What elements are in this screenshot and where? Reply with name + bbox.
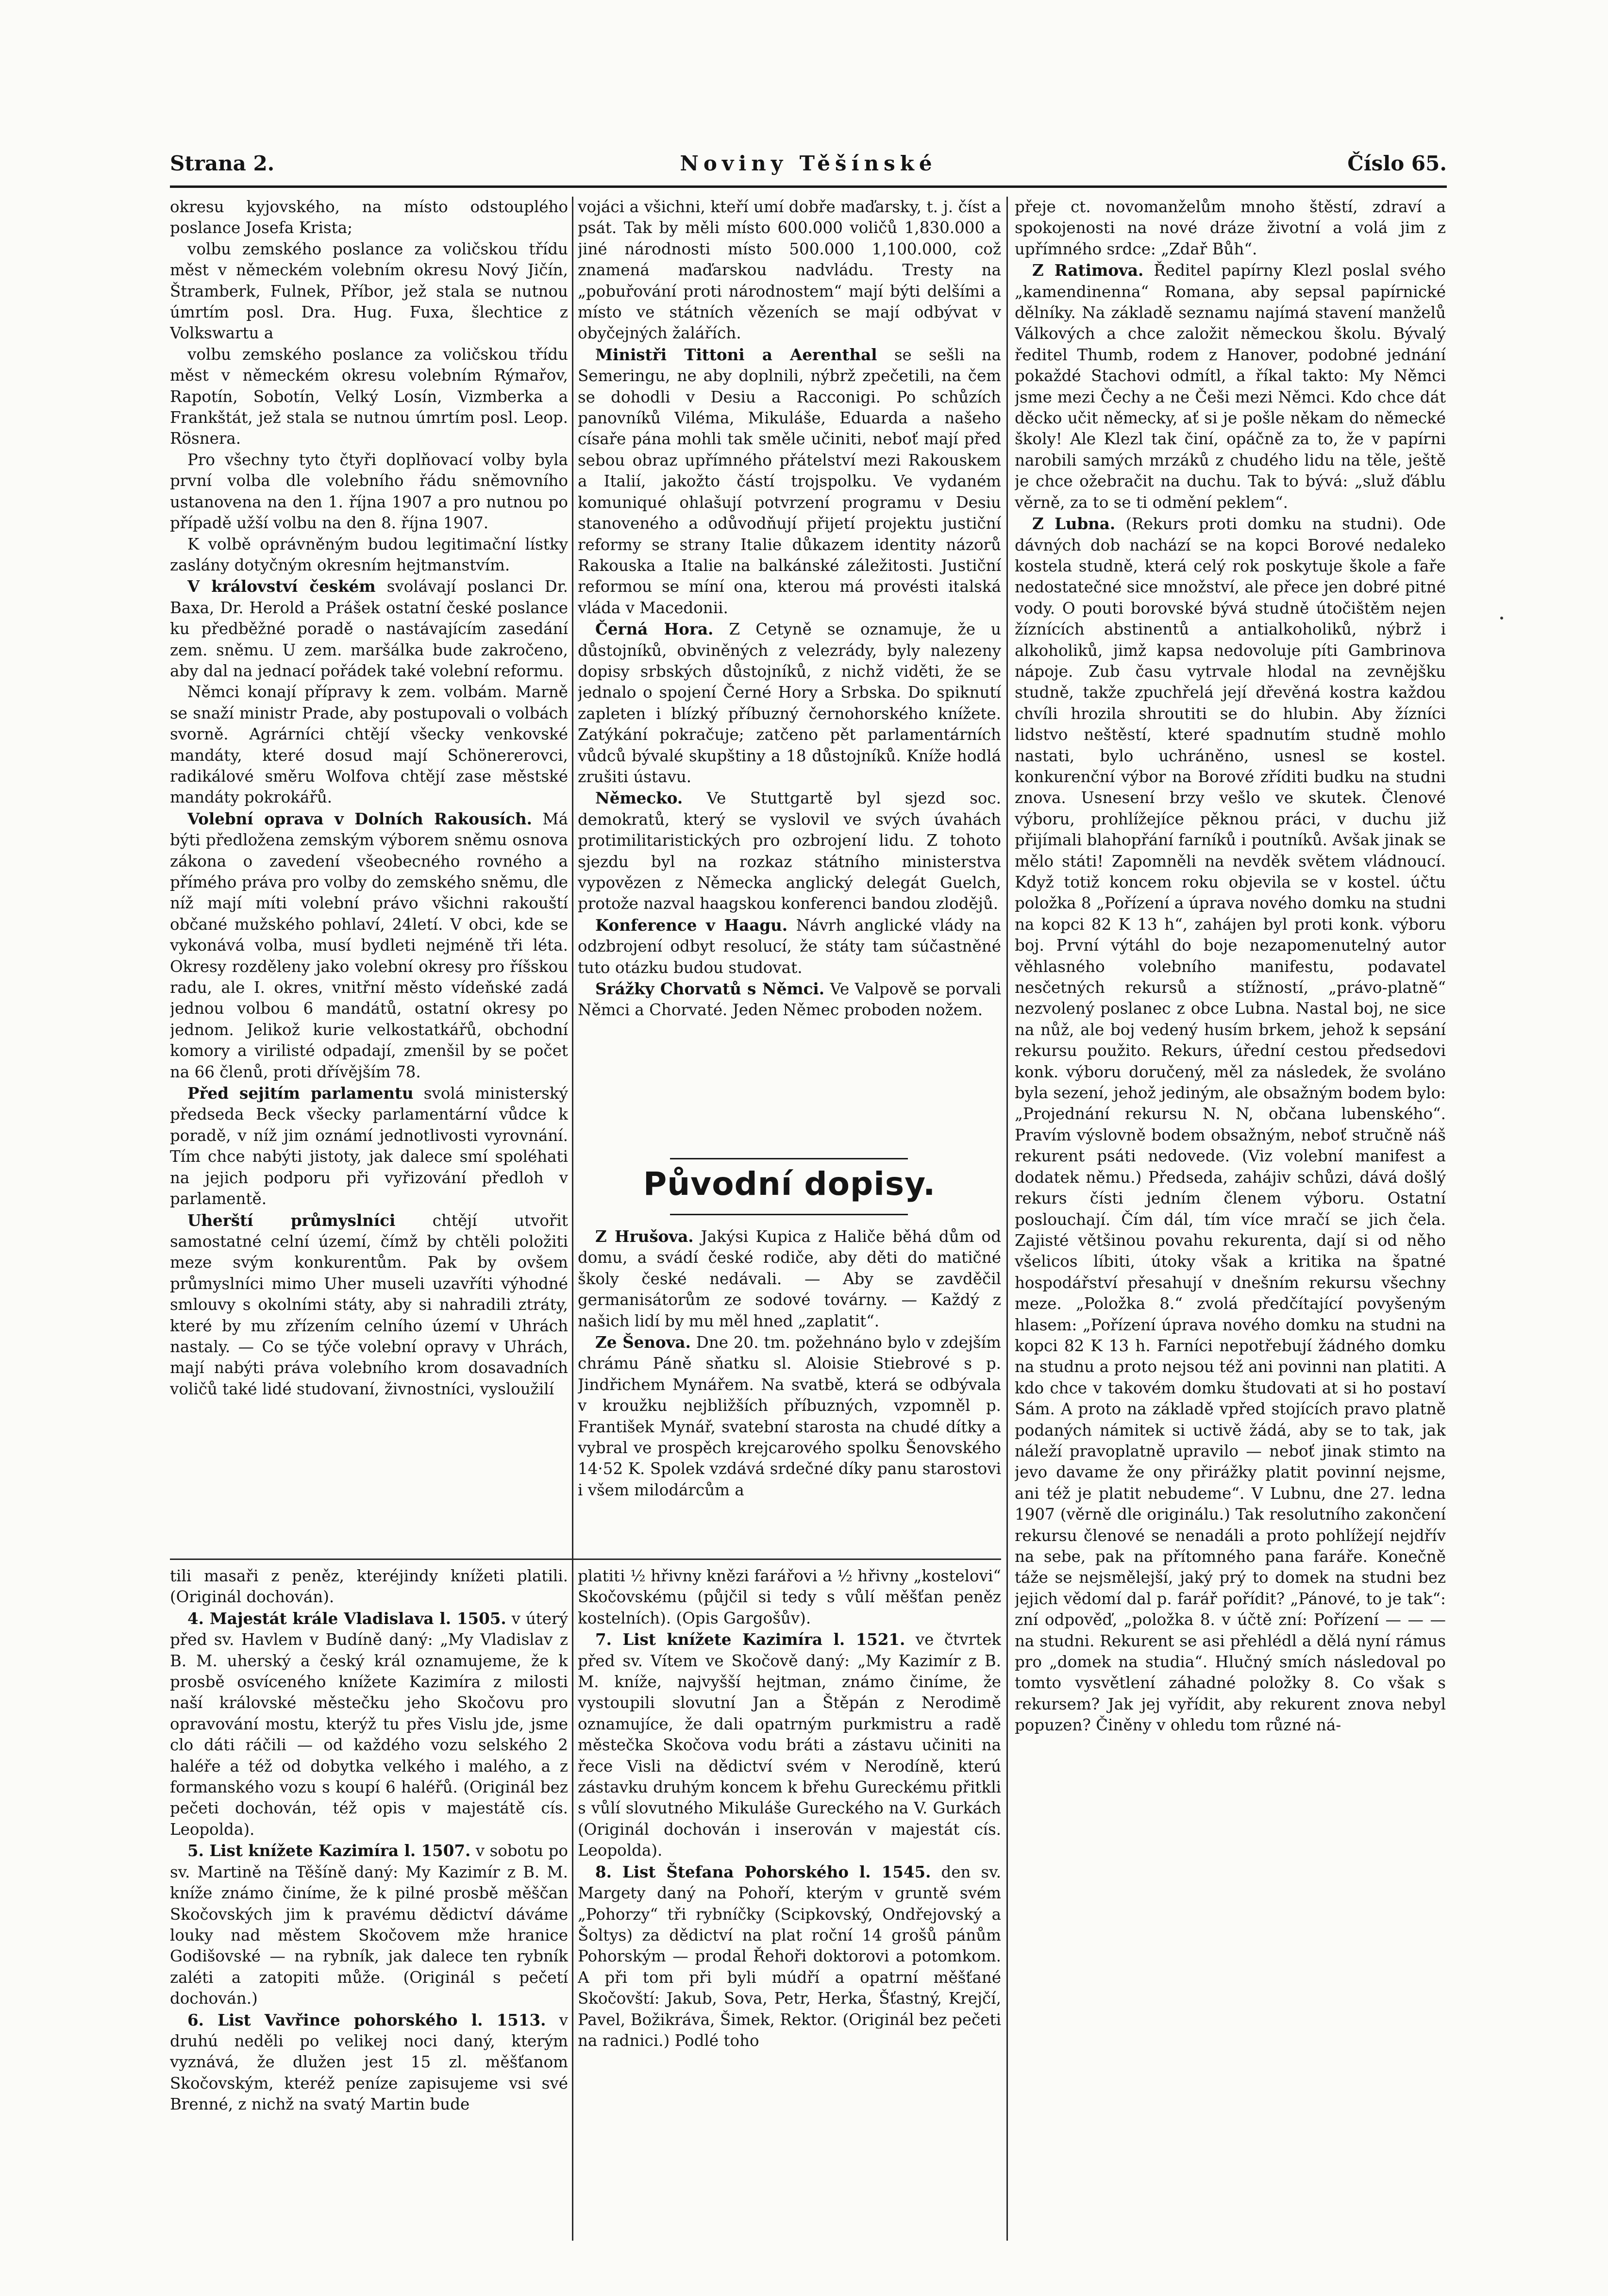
column-politics-2 bbox=[578, 197, 1001, 1095]
paragraph bbox=[578, 1226, 1001, 1332]
paragraph bbox=[578, 344, 1001, 619]
paragraph-text: vojáci a všichni, kteří umí dobře maďarsky, t. j. číst a psát. Tak by měli místo 600.000 voličů 1,830.000 a jiné národnosti místo 500.000 1,100.000, což znamená maďarskou nadvládu. Tresty na „pobuřování proti národnostem“ mají býti delšími a místo ve státních vězeních se mají odbývat v obyčejných žalářích. bbox=[578, 198, 1001, 343]
paragraph-lead: Z Ratimova. bbox=[1032, 261, 1144, 280]
paragraph bbox=[578, 978, 1001, 1021]
paragraph bbox=[578, 915, 1001, 978]
paragraph-lead: Konference v Haagu. bbox=[595, 915, 788, 935]
paragraph bbox=[170, 1210, 568, 1400]
section-title-puvodni-dopisy: Původní dopisy. bbox=[643, 1165, 936, 1203]
paragraph bbox=[1015, 513, 1446, 1736]
paragraph-text: (Rekurs proti domku na studni). Ode dávných dob nachází se na kopci Borové nedaleko kostela studně, která celý rok poskytuje škole a faře nedostatečné sice množství, ale přece jen dobré pitné vody. O pouti borovské bývá studně útočištěm nejen žíznících abstinentů a antialkoholiků, nýbrž i alkoholiků, jimž kapsa nedovoluje píti Gambrinova nápoje. Zub času vytrvale hlodal na zevnějšku studně, takže zpuchřelá její dřevěná kostra každou chvíli hrozila shroutiti se do hlubin. Aby žízníci lidstvo neštěstí, které spadnutím studně mohlo nastati, bylo uchráněno, usnesl se kostel. konkurenční výbor na Borové zříditi budku na studni znova. Usnesení brzy vešlo ve skutek. Členové výboru, prohlížejíce pěknou práci, v duchu již přijímali blahopřání farníků i poutníků. Avšak jinak se mělo státi! Zapomněli na nevděk světem vládnoucí. Když totiž koncem roku objevila se v kostel. účtu položka 8 „Pořízení a úprava nového domku na studni na kopci 82 K 13 h“, zahájen byl proti konk. výboru boj. První výtáhl do boje nezapomenutelný autor věhlasného volebního manifestu, podavatel nesčetných rekursů a stížností, „právo-platně“ nezvolený poslanec z obce Lubna. Nastal boj, ne sice na nůž, ale boj vedený husím brkem, jehož k sepsání rekursu použito. Rekurs, úřední cestou předsedovi konk. výboru doručený, měl za následek, že svoláno byla sezení, jehož jediným, ale obsažným bodem bylo: „Projednání rekursu N. N, občana lubenského“. Pravím výslovně bodem obsažným, neboť stručně náš rekurent psáti nedovede. (Viz volební manifest a dodatek němu.) Předseda, zahájiv schůzi, dává došlý rekurs čísti jedním členem výboru. Ostatní poslouchají. Čím dál, tím více mračí se jich čela. Zajisté většinou povahu rekurenta, dají si od něho všelicos líbiti, útoky však a kritika na špatné hospodářství přesahují v dnešním rekursu všechny meze. „Položka 8.“ zvolá předčítající povyšeným hlasem: „Pořízení úprava nového domku na studni na kopci 82 K 13 h. Farníci nepotřebují žádného domku na studnu a proto nejsou též ani povinni nan platiti. A kdo chce v takovém domku študovati at si ho postaví Sám. A proto na základě vpřed stojících pravo platně podaných námitek si uctivě žádá, aby se to tak, jak náleží pravoplatně upravilo — neboť jinak stimto na jevo davame že ony přirážky platit povinní nejsme, ani též je platit nebudeme“. V Lubnu, dne 27. ledna 1907 (věrně dle originálu.) Tak resolutního zakončení rekursu členové se nenadáli a proto pohlížejí nejdřív na sebe, pak na přítomného pana faráře. Konečně táže se nejsmělejší, jaký prý to domek na studni bez jejich vědomí dal p. farář pořídit? „Pánové, to je tak“: zní odpověď, „položka 8. v účtě zní: Pořízení — — — na studni. Rekurent se asi přehlédl a dělá nyní rámus pro „domek na studia“. Hlučný smích následoval po tomto vysvětlení záhadné položky 8. Co však s rekursem? Jak jej vyřídit, aby rekurent znova nebyl popuzen? Činěny v ohledu tom různé ná- bbox=[1015, 515, 1446, 1735]
paragraph bbox=[578, 197, 1001, 344]
paragraph-text: Pro všechny tyto čtyři doplňovací volby byla první volba dle volebního řádu sněmovního ustanovena na den 1. října 1907 a pro nutnou po případě užší volbu na den 8. října 1907. bbox=[170, 450, 568, 533]
paragraph-text: Dne 20. tm. požehnáno bylo v zdejším chrámu Páně sňatku sl. Aloisie Stiebrové s p. Jindřichem Mynářem. Na svatbě, která se odbývala v kroužku nejbližších příbuzných, vzpomněl p. František Mynář, svatební starosta na chudé dítky a vybral ve prospěch krejcarového spolku Šenovského 14·52 K. Spolek vzdává srdečné díky panu starostovi i všem milodárcům a bbox=[578, 1333, 1001, 1499]
paragraph-lead: Uherští průmyslníci bbox=[187, 1210, 396, 1230]
paragraph bbox=[578, 1861, 1001, 2052]
paragraph bbox=[578, 1629, 1001, 1861]
paragraph bbox=[170, 808, 568, 1083]
column-divider-1 bbox=[572, 197, 573, 2241]
paragraph-text: Jakýsi Kupica z Haliče běhá dům od domu, a svádí české rodiče, aby děti do matičné školy české nedávali. — Aby se zavděčil germanisátorům ze sodové továrny. — Každý z našich lidí by mu měl hned „zaplatit“. bbox=[578, 1227, 1001, 1330]
paragraph-text: okresu kyjovského, na místo odstouplého poslance Josefa Krista; bbox=[170, 198, 568, 237]
paragraph-text: se sešli na Semeringu, ne aby doplnili, nýbrž zpečetili, na čem se dohodli v Desiu a Racconigi. Po schůzích panovníků Viléma, Mikuláše, Eduarda a našeho císaře pána mohli tak směle učiniti, neboť mají před sebou obraz upřímného přátelství mezi Rakouskem a Italií, jakožto částí trojspolku. Ve vydaném komuniqué ohlašují potvrzení programu v Desiu stanoveného a odůvodňují přijetí projektu justiční reformy se strany Italie důkazem identity názorů Rakouska a Italie na balkánské záležitosti. Justiční reformou se míní ona, kterou má provésti italská vláda v Macedonii. bbox=[578, 345, 1001, 617]
paragraph-lead: 4. Majestát krále Vladislava l. 1505. bbox=[187, 1609, 506, 1628]
paragraph-lead: 6. List Vavřince pohorského l. 1513. bbox=[187, 2010, 546, 2029]
column-dopisy-continued bbox=[1015, 197, 1446, 2236]
paragraph-text: přeje ct. novomanželům mnoho štěstí, zdraví a spokojenosti na nové dráze životní a volá jim z upřímného srdce: „Zdař Bůh“. bbox=[1015, 198, 1446, 258]
paragraph-text: Návrh anglické vlády na odzbrojení odbyt resolucí, že státy tam súčastněné tuto otázku budou studovat. bbox=[578, 916, 1001, 977]
paragraph-text: Má býti předložena zemským výborem sněmu osnova zákona o zavedení všeobecného rovného a přímého práva pro volby do zemského sněmu, dle níž mají míti volební právo všichni rakouští občané mužského pohlaví, 24letí. V obci, kde se vykonává volba, musí bydleti nejméně tři léta. Okresy rozděleny jako volební okresy pro říšskou radu, ale I. okres, vnitřní město vídeňské zadá jednou volbou 6 mandátů, ostatní okresy po jednom. Jelikož kurie velkostatkářů, obchodní komory a virilisté odpadají, zmenšil by se počet na 66 členů, proti dřívějším 78. bbox=[170, 809, 568, 1081]
paragraph bbox=[170, 344, 568, 450]
page-label: Strana 2. bbox=[170, 151, 275, 175]
paragraph-text: Němci konají přípravy k zem. volbám. Marně se snaží ministr Prade, aby postupovali o volbách svorně. Agrárníci chtějí všecky venkovské mandáty, které dosud mají Schönererovci, radikálové směru Wolfova chtějí zase městské mandáty pokrokářů. bbox=[170, 683, 568, 807]
paragraph bbox=[170, 576, 568, 682]
paragraph-text: Ve Stuttgartě byl sjezd soc. demokratů, který se vyslovil ve svých úvahách protimilitaristických pro ozbrojení lidu. Z tohoto sjezdu byl na rozkaz státního ministerstva vypovězen z Německa anglický delegát Guelch, protože nazval haagskou konferenci bandou zlodějů. bbox=[578, 789, 1001, 913]
column-history-2 bbox=[578, 1566, 1001, 2241]
paragraph-text: svolá ministerský předseda Beck všecky parlamentární vůdce k poradě, v níž jim oznámí jednotlivosti vyrovnání. Tím chce nabýti jistoty, jak dalece smí spoléhati na jejich podporu při vyřizování předloh v parlamentě. bbox=[170, 1084, 568, 1208]
paragraph bbox=[1015, 260, 1446, 513]
paragraph-text: svolávají poslanci Dr. Baxa, Dr. Herold a Prášek ostatní české poslance ku předběžné poradě o nastávajícím zasedání zem. sněmu. U zem. maršálka bude zakročeno, aby dal na jednací pořádek také volební reformu. bbox=[170, 577, 568, 680]
paragraph-lead: Z Hrušova. bbox=[595, 1227, 694, 1246]
paragraph-text: volbu zemského poslance za voličskou třídu měst v německém okresu volebním Rýmařov, Rapotín, Sobotín, Velký Losín, Vizmberka a Frankštát, jež stala se nutnou úmrtím posl. Leop. Rösnera. bbox=[170, 345, 568, 448]
paragraph-text: Ve Valpově se porvali Němci a Chorvaté. Jeden Němec proboden nožem. bbox=[578, 980, 1001, 1020]
column-divider-2 bbox=[1006, 197, 1008, 2241]
section-rule-bottom bbox=[670, 1214, 908, 1215]
paragraph bbox=[170, 534, 568, 576]
paragraph-text: K volbě oprávněným budou legitimační lístky zaslány dotyčným okresním hejtmanstvím. bbox=[170, 535, 568, 574]
paragraph-text: tili masaři z peněz, kteréjindy knížeti platili. (Originál dochován). bbox=[170, 1567, 568, 1607]
header-rule bbox=[170, 185, 1447, 188]
paragraph-text: Z Cetyně se oznamuje, že u důstojníků, obviněných z velezrády, byly nalezeny dopisy srbských důstojníků, z nichž viděti, že se jednalo o spojení Černé Hory a Srbska. Do spiknutí zapleten i blízký příbuzný černohorského knížete. Zatýkání pokračuje; zatčeno pět parlamentárních vůdců bývalé skupštiny a 18 důstojníků. Kníže hodlá zrušiti ústavu. bbox=[578, 620, 1001, 786]
paragraph-text: den sv. Margety daný na Pohoří, kterým v gruntě svém „Pohorzy“ tři rybníčky (Scipkovský, Ondřejovský a Šoltys) za dědictví na plat roční 14 grošů pánům Pohorským — prodal Řehoři doktorovi a potomkom. A při tom při byli múdří a opatrní měšťané Skočovští: Jakub, Sova, Petr, Herka, Šťastný, Krejčí, Pavel, Božikráva, Šimek, Rektor. (Originál bez pečeti na radnici.) Podlé toho bbox=[578, 1862, 1001, 2050]
paragraph-text: Ředitel papírny Klezl poslal svého „kamendinenna“ Romana, aby sepsal papírnické dělníky. Na základě seznamu najímá stavení manželů Válkových a chce založit německou školu. Bývalý ředitel Thumb, rodem z Hanover, podobné jednání pokaždé Stachovi odmítl, a říkal takto: My Němci jsme mezi Čechy a ne Češi mezi Němci. Kdo chce dát děcko učit německy, ať si je pošle někam do německé školy! Ale Klezl tak činí, opáčně za to, že v papírni narobili samých mrzáků z chudého lidu na těle, ještě je chce ožebračit na duchu. Tak to bývá: „služ ďáblu věrně, za to se ti odmění peklem“. bbox=[1015, 261, 1446, 512]
paragraph-text: v druhú neděli po velikej noci daný, kterým vyznává, že dlužen jest 15 zl. měšťanom Skočovským, kteréž peníze zapisujeme vsi své Brenné, z nichž na svatý Martin bude bbox=[170, 2011, 568, 2114]
paragraph-lead: Černá Hora. bbox=[595, 620, 714, 639]
paragraph bbox=[170, 1083, 568, 1209]
paragraph-lead: Před sejitím parlamentu bbox=[187, 1084, 414, 1103]
paragraph-text: v sobotu po sv. Martině na Těšíně daný: My Kazimír z B. M. kníže známo činíme, že k pilné prosbě měščan Skočovských jim k pravému dědictví dáváme louky nad městem Skočovem mže hranice Godišovské — na rybník, jak dalece ten rybník zaléti a zatopiti může. (Originál s pečetí dochován.) bbox=[170, 1842, 568, 2008]
paragraph bbox=[578, 1332, 1001, 1501]
section-rule-top bbox=[670, 1158, 908, 1159]
column-dopisy bbox=[578, 1226, 1001, 1561]
paragraph-lead: Z Lubna. bbox=[1032, 514, 1116, 534]
paragraph bbox=[170, 1608, 568, 1840]
paragraph-lead: Německo. bbox=[595, 788, 683, 808]
paragraph bbox=[170, 682, 568, 808]
paragraph-text: v úterý před sv. Havlem v Budíně daný: „My Vladislav z B. M. uherský a český král oznamujeme, že k prosbě osvíceného knížete Kazimíra z milosti naší královské městečku jeho Skočovu pro opravování mostu, kterýž tu přes Vislu jde, jsme clo dáti ráčili — od každého vozu selského 2 haléře a též od dobytka velkého i malého, a z formanského vozu s koupí 6 haléřů. (Originál bez pečeti dochován, též opis v majestátě cís. Leopolda). bbox=[170, 1609, 568, 1839]
paragraph-lead: Ministři Tittoni a Aerenthal bbox=[595, 345, 877, 364]
paragraph-lead: 5. List knížete Kazimíra l. 1507. bbox=[187, 1841, 471, 1860]
issue-number: Číslo 65. bbox=[1347, 151, 1447, 175]
paragraph-text: volbu zemského poslance za voličskou třídu měst v německém volebním okresu Nový Jičín, Štramberk, Fulnek, Příbor, jež stala se nutnou úmrtím posl. Dra. Hug. Fuxa, šlechtice z Volkswartu a bbox=[170, 239, 568, 343]
page-header bbox=[170, 146, 1447, 180]
paragraph-lead: Volební oprava v Dolních Rakousích. bbox=[187, 809, 532, 828]
paragraph-lead: 8. List Štefana Pohorského l. 1545. bbox=[595, 1862, 931, 1881]
paragraph-text: chtějí utvořit samostatné celní území, čímž by chtěli položiti meze svým konkurentům. Pak by ovšem průmyslníci mimo Uher museli uzavříti výhodné smlouvy s okolními státy, aby si nahradili ztráty, které by mu zřízením celního území v Uhrách nastaly. — Co se týče volební opravy v Uhrách, mají nabýti práva volebního krom dosavadních voličů také lidé studovaní, živnostníci, vysloužilí bbox=[170, 1211, 568, 1398]
paragraph-lead: Srážky Chorvatů s Němci. bbox=[595, 979, 825, 999]
paragraph bbox=[578, 788, 1001, 914]
paragraph bbox=[170, 239, 568, 344]
masthead-title: Noviny Těšínské bbox=[680, 151, 937, 175]
paragraph bbox=[170, 1840, 568, 2009]
paragraph-lead: Ze Šenova. bbox=[595, 1333, 691, 1352]
ink-speck bbox=[1500, 617, 1503, 620]
paragraph bbox=[170, 197, 568, 239]
paragraph bbox=[578, 1566, 1001, 1629]
paragraph bbox=[1015, 197, 1446, 260]
paragraph bbox=[170, 1566, 568, 1608]
paragraph bbox=[578, 619, 1001, 788]
feuilleton-rule bbox=[170, 1559, 1001, 1560]
column-politics-1 bbox=[170, 197, 568, 1551]
paragraph bbox=[170, 450, 568, 534]
paragraph-lead: V království českém bbox=[187, 577, 376, 596]
paragraph-lead: 7. List knížete Kazimíra l. 1521. bbox=[595, 1630, 905, 1649]
paragraph bbox=[170, 2010, 568, 2115]
paragraph-text: ve čtvrtek před sv. Vítem ve Skočově daný: „My Kazimír z B. M. kníže, najvyšší hejtman, známo činíme, že vystoupili slovutní Jan a Štěpán z Nerodimě oznamujíce, že dali opatrným purkmistru a radě městečka Skočova vodu bráti a zástavu učiniti na řece Visli na dědictví svém v Nerodíně, kterú zástavku druhým koncem k břehu Gureckému přitkli s vůlí slovutného Mikuláše Gureckého na V. Gurkách (Originál dochován i inserován v majestát cís. Leopolda). bbox=[578, 1630, 1001, 1860]
column-history-1 bbox=[170, 1566, 568, 2241]
paragraph-text: platiti ½ hřivny knězi farářovi a ½ hřivny „kostelovi“ Skočovskému (půjčil si tedy s vůlí měšťan peněz kostelních). (Opis Gargošův). bbox=[578, 1567, 1001, 1627]
